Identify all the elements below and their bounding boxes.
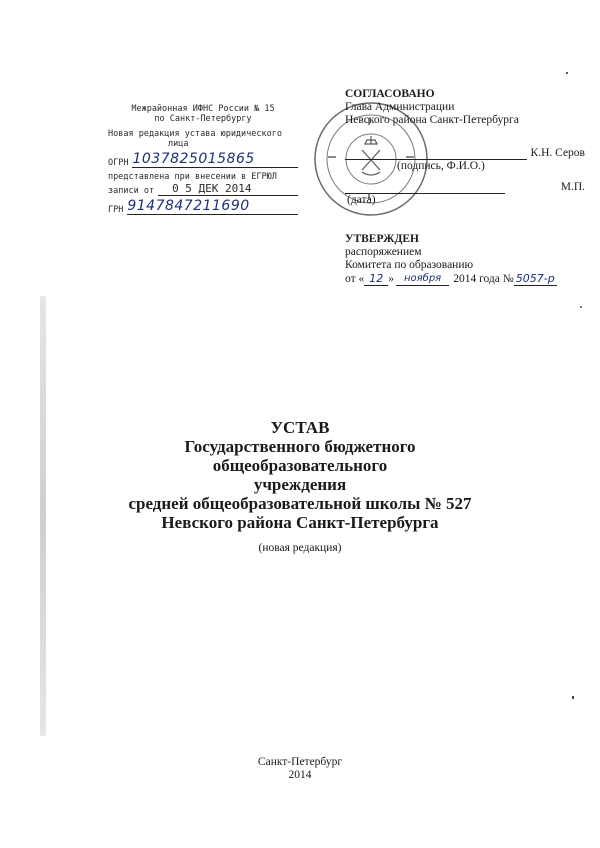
approved-block [345,233,595,286]
approval-signer-row [345,147,585,160]
tax-registration-stamp [108,104,298,215]
date-caption: (дата) [347,194,376,206]
grn-row [108,198,298,215]
footer-city: Санкт-Петербург [257,756,343,768]
record-date: 0 5 ДЕК 2014 [158,182,298,196]
ogrn-label: ОГРН [108,158,129,168]
title-line4: средней общеобразовательной школы № 527 [128,494,472,513]
submitted-line: представлена при внесении в ЕГРЮЛ [108,172,277,182]
title-subtitle: (новая редакция) [258,542,342,554]
approval-signer: К.Н. Серов [530,147,585,159]
approved-date-prefix: от « [345,273,365,285]
scan-speck [572,696,574,699]
approval-position: Глава Администрации [345,101,455,113]
title-line1: УСТАВ [270,418,330,437]
approved-heading: УТВЕРЖДЕН [345,233,419,245]
approved-line2: Комитета по образованию [345,259,474,271]
approved-day: 12 [364,272,388,286]
title-line2: Государственного бюджетного общеобразовательного [184,437,416,475]
approval-date-row [345,181,585,194]
approved-month: ноября [396,272,449,286]
tax-note-line2: лица [168,139,189,149]
signature-caption: (подпись, Ф.И.О.) [397,160,485,172]
tax-authority-line1: Межрайонная ИФНС России № 15 [131,104,275,114]
footer [240,756,360,782]
approval-heading: СОГЛАСОВАНО [345,88,435,100]
approval-district: Невского района Санкт-Петербурга [345,114,519,126]
record-row [108,182,298,196]
approved-date-row [345,272,595,286]
scan-speck [580,306,582,308]
approved-year-text: 2014 года № [453,273,514,285]
approved-line1: распоряжением [345,246,422,258]
title-line5: Невского района Санкт-Петербурга [161,513,439,532]
tax-authority-line2: по Санкт-Петербургу [154,114,252,124]
approved-date-mid: » [388,273,394,285]
approval-block [345,88,585,207]
footer-year: 2014 [288,769,312,781]
binding-shadow [40,296,46,736]
record-label: записи от [108,186,155,196]
ogrn-row [108,151,298,168]
approved-number: 5057-р [515,272,555,285]
grn-value: 9147847211690 [127,198,298,215]
title-line3: учреждения [253,475,347,494]
tax-note-line1: Новая редакция устава юридического [108,129,282,139]
charter-title [100,418,500,554]
stamp-place: М.П. [560,181,585,193]
scan-speck [566,72,568,74]
ogrn-value: 1037825015865 [132,151,298,168]
grn-label: ГРН [108,205,124,215]
